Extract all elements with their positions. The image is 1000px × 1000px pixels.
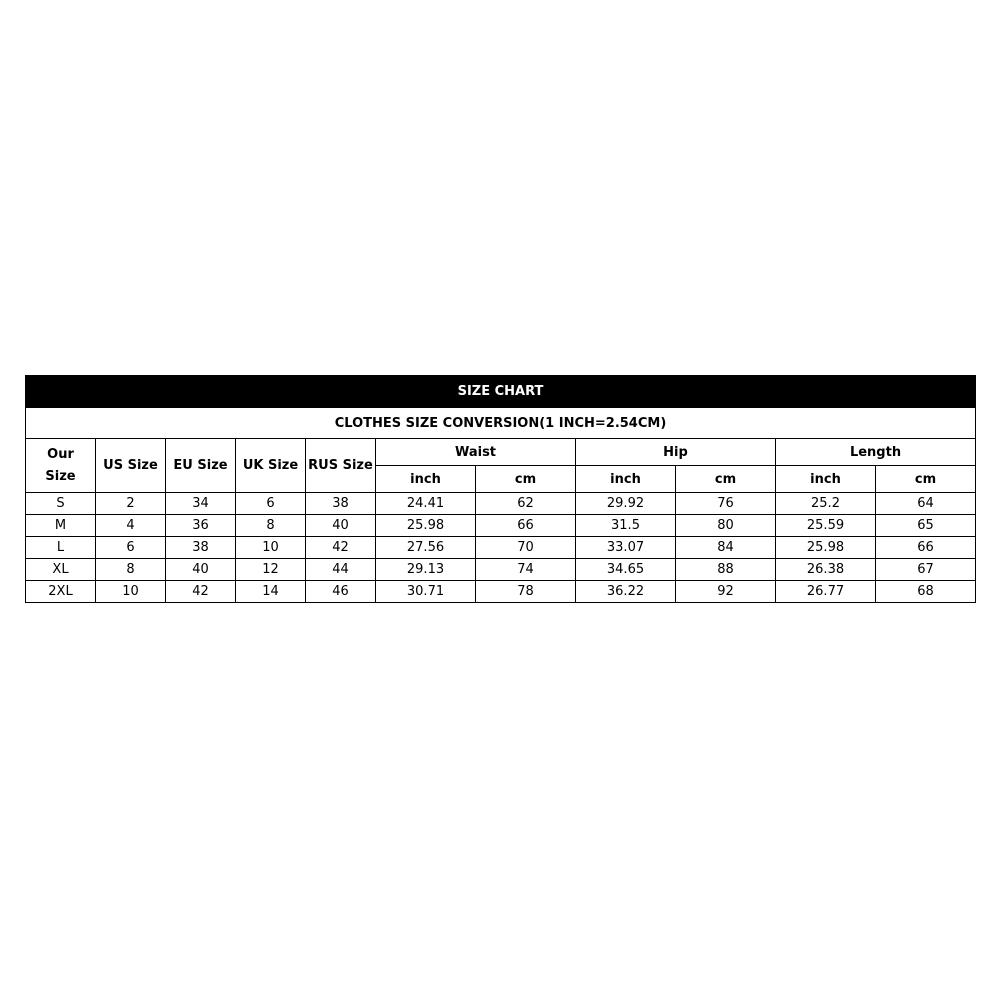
header-our-size-line1: Our xyxy=(47,446,74,462)
cell-eu-size: 36 xyxy=(166,515,236,537)
cell-our-size: M xyxy=(26,515,96,537)
cell-length-inch: 25.59 xyxy=(776,515,876,537)
header-us-size: US Size xyxy=(96,439,166,493)
table-row xyxy=(26,537,976,559)
table-row xyxy=(26,559,976,581)
header-hip: Hip xyxy=(576,439,776,466)
cell-uk-size: 14 xyxy=(236,581,306,603)
cell-length-inch: 25.98 xyxy=(776,537,876,559)
cell-waist-inch: 30.71 xyxy=(376,581,476,603)
cell-our-size: 2XL xyxy=(26,581,96,603)
size-chart-title: SIZE CHART xyxy=(26,376,976,408)
cell-hip-inch: 29.92 xyxy=(576,493,676,515)
table-row xyxy=(26,515,976,537)
cell-our-size: S xyxy=(26,493,96,515)
cell-rus-size: 46 xyxy=(306,581,376,603)
cell-length-inch: 25.2 xyxy=(776,493,876,515)
conversion-subtitle: CLOTHES SIZE CONVERSION(1 INCH=2.54CM) xyxy=(26,408,976,439)
cell-eu-size: 34 xyxy=(166,493,236,515)
cell-rus-size: 38 xyxy=(306,493,376,515)
cell-our-size: XL xyxy=(26,559,96,581)
cell-eu-size: 42 xyxy=(166,581,236,603)
header-waist-cm: cm xyxy=(476,466,576,493)
cell-length-cm: 65 xyxy=(876,515,976,537)
cell-length-cm: 64 xyxy=(876,493,976,515)
cell-rus-size: 44 xyxy=(306,559,376,581)
cell-hip-cm: 88 xyxy=(676,559,776,581)
header-length: Length xyxy=(776,439,976,466)
cell-hip-cm: 92 xyxy=(676,581,776,603)
size-chart-table xyxy=(25,375,976,603)
cell-hip-inch: 34.65 xyxy=(576,559,676,581)
cell-eu-size: 40 xyxy=(166,559,236,581)
cell-us-size: 6 xyxy=(96,537,166,559)
header-rus-size: RUS Size xyxy=(306,439,376,493)
cell-eu-size: 38 xyxy=(166,537,236,559)
table-row xyxy=(26,581,976,603)
header-waist-inch: inch xyxy=(376,466,476,493)
header-length-cm: cm xyxy=(876,466,976,493)
cell-hip-inch: 31.5 xyxy=(576,515,676,537)
cell-waist-inch: 29.13 xyxy=(376,559,476,581)
cell-waist-cm: 78 xyxy=(476,581,576,603)
size-rows xyxy=(26,493,976,603)
cell-uk-size: 12 xyxy=(236,559,306,581)
cell-hip-inch: 33.07 xyxy=(576,537,676,559)
cell-hip-inch: 36.22 xyxy=(576,581,676,603)
cell-us-size: 4 xyxy=(96,515,166,537)
size-chart xyxy=(25,375,975,603)
cell-us-size: 2 xyxy=(96,493,166,515)
cell-hip-cm: 80 xyxy=(676,515,776,537)
cell-waist-cm: 62 xyxy=(476,493,576,515)
cell-length-inch: 26.77 xyxy=(776,581,876,603)
header-hip-cm: cm xyxy=(676,466,776,493)
cell-length-cm: 66 xyxy=(876,537,976,559)
cell-length-cm: 68 xyxy=(876,581,976,603)
cell-waist-inch: 25.98 xyxy=(376,515,476,537)
cell-length-inch: 26.38 xyxy=(776,559,876,581)
header-our-size xyxy=(26,439,96,493)
header-hip-inch: inch xyxy=(576,466,676,493)
cell-waist-cm: 66 xyxy=(476,515,576,537)
cell-us-size: 10 xyxy=(96,581,166,603)
header-waist: Waist xyxy=(376,439,576,466)
header-length-inch: inch xyxy=(776,466,876,493)
cell-uk-size: 8 xyxy=(236,515,306,537)
table-row xyxy=(26,493,976,515)
cell-uk-size: 6 xyxy=(236,493,306,515)
cell-us-size: 8 xyxy=(96,559,166,581)
cell-waist-cm: 74 xyxy=(476,559,576,581)
cell-waist-cm: 70 xyxy=(476,537,576,559)
cell-rus-size: 40 xyxy=(306,515,376,537)
cell-hip-cm: 76 xyxy=(676,493,776,515)
header-eu-size: EU Size xyxy=(166,439,236,493)
cell-waist-inch: 24.41 xyxy=(376,493,476,515)
cell-our-size: L xyxy=(26,537,96,559)
cell-hip-cm: 84 xyxy=(676,537,776,559)
header-uk-size: UK Size xyxy=(236,439,306,493)
cell-uk-size: 10 xyxy=(236,537,306,559)
cell-waist-inch: 27.56 xyxy=(376,537,476,559)
cell-length-cm: 67 xyxy=(876,559,976,581)
header-our-size-line2: Size xyxy=(45,468,76,484)
cell-rus-size: 42 xyxy=(306,537,376,559)
